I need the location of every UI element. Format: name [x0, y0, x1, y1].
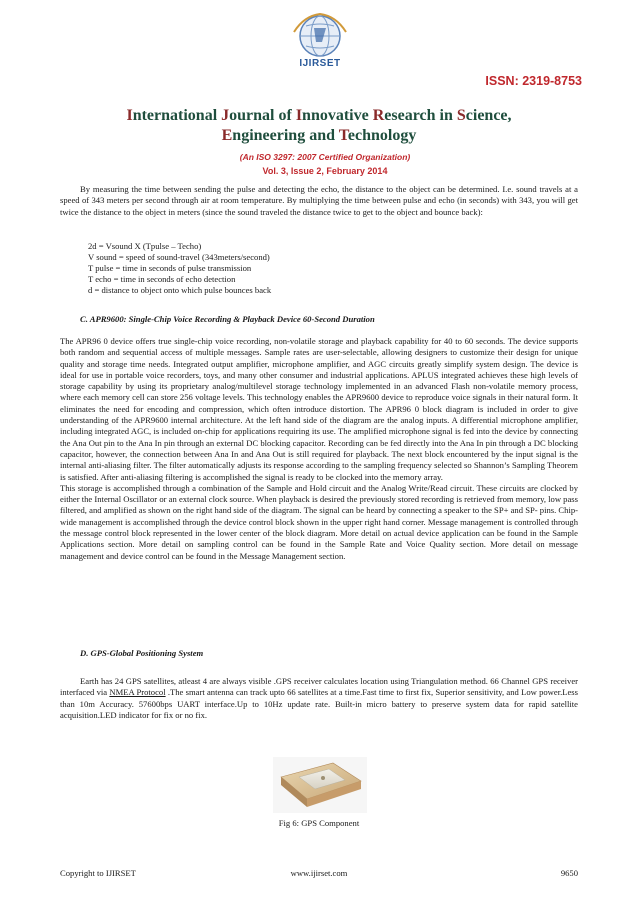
- iso-certification: (An ISO 3297: 2007 Certified Organization): [239, 152, 411, 162]
- section-heading-c: C. APR9600: Single-Chip Voice Recording & Playback Device 60-Second Duration: [80, 314, 375, 324]
- footer-copyright: Copyright to IJIRSET: [60, 868, 136, 878]
- title-part: nnovative: [302, 107, 373, 124]
- figure-caption: Fig 6: GPS Component: [278, 818, 360, 828]
- footer-page-number: 9650: [560, 868, 578, 878]
- journal-logo: [284, 12, 356, 80]
- paragraph-gps: [60, 676, 578, 721]
- title-part: I: [126, 107, 133, 124]
- gps-antenna-icon: [273, 757, 367, 813]
- equation-line: T echo = time in seconds of echo detection: [88, 274, 236, 284]
- equation-line: V sound = speed of sound-travel (343meters/second): [88, 252, 270, 262]
- title-part: nternational: [132, 107, 222, 124]
- title-part: R: [372, 107, 385, 124]
- title-part: S: [456, 107, 466, 124]
- footer-website: www.ijirset.com: [290, 868, 348, 878]
- title-part: T: [338, 127, 348, 144]
- gps-text-after: .The smart antenna can track upto 66 satellites at a time.Fast time to first fix, Superior sensitivity, and Low power.Less than 10m Accuracy. 57600bps UART interface.Up to 10Hz update rate. Built-in micro battery to preserve system data for rapid satellite acquisition.LED indicator for fix or no fix.: [60, 687, 578, 720]
- paragraph-apr9600-part1: The APR96 0 device offers true single-chip voice recording, non-volatile storage and playback capability for 40 to 60 seconds. The device supports both random and sequential access of multiple messages. Sample rates are user-selectable, allowing designers to customize their design for unique quality and storage time needs. Integrated output amplifier, microphone amplifier, and AGC circuits greatly simplify system design. The device is ideal for use in portable voice recorders, toys, and many other consumer and industrial applications. APLUS integrated achieves these high levels of storage capability by using its proprietary analog/multilevel storage technology implemented in an advanced Flash non-volatile memory process, where each memory cell can store 256 voltage levels. This technology enables the APR9600 device to reproduce voice signals in their natural form. It eliminates the need for encoding and compression, which often introduce distortion. The APR96 0 block diagram is included in order to give understanding of the APR9600 internal architecture. At the left hand side of the diagram are the analog inputs. A differential microphone amplifier, including integrated AGC, is included on-chip for applications requiring its use. The amplified microphone signal is fed into the device by connecting the Ana Out pin to the Ana In pin through an external DC blocking capacitor. Recording can be fed directly into the Ana In pin through a DC blocking capacitor, however, the connection between Ana In and Ana Out is still required for playback. The next block encountered by the input signal is the internal anti-aliasing filter. The filter automatically adjusts its response according to the sampling frequency selected so Shannon’s Sampling Theorem is satisfied. After anti-aliasing filtering is accomplished the signal is ready to be clocked into the memory array.: [60, 336, 578, 482]
- title-part: E: [221, 127, 233, 144]
- paragraph-apr9600-part2: This storage is accomplished through a combination of the Sample and Hold circuit and the Analog Write/Read circuit. These circuits are clocked by either the Internal Oscillator or an external clock source. When playback is desired the previously stored recording is retrieved from memory, low pass filtered, and amplified as shown on the right hand side of the diagram. The signal can be heard by connecting a speaker to the SP+ and SP- pins. Chip-wide management is accomplished through the device control block shown in the upper right hand corner. Message management is controlled through the message control block represented in the lower center of the block diagram. More detail on actual device application can be found in the Sample Applications section. More detail on sampling control can be found in the Sample Rate and Voice Quality section. More detail on message management and device control can be found in the Message Management section.: [60, 482, 578, 561]
- journal-title-line2: [0, 127, 638, 145]
- title-part: J: [221, 107, 230, 124]
- equation-line: 2d = Vsound X (Tpulse – Techo): [88, 241, 202, 251]
- nmea-protocol-link[interactable]: NMEA Protocol: [109, 687, 166, 698]
- gps-component-image: [273, 757, 367, 813]
- paragraph-apr9600: [60, 336, 578, 562]
- title-part: I: [295, 107, 303, 124]
- logo-text: IJIRSET: [299, 58, 341, 69]
- section-heading-d: D. GPS-Global Positioning System: [80, 648, 204, 658]
- volume-issue: Vol. 3, Issue 2, February 2014: [262, 166, 388, 176]
- paragraph-ultrasonic: By measuring the time between sending the pulse and detecting the echo, the distance to the object can be determined. I.e. sound travels at a speed of 343 meters per second through air at room temperature. By multiplying the time between pulse and echo (in seconds) with 343, you will get twice the distance to the object in meters (since the sound traveled the distance twice to get to the object and bounce back):: [60, 184, 578, 217]
- gps-text-before: Earth has 24 GPS satellites, atleast 4 are always visible .GPS receiver calculates location using Triangulation method. 66 Channel GPS receiver interfaced via: [60, 676, 578, 698]
- equation-line: T pulse = time in seconds of pulse transmission: [88, 263, 252, 273]
- globe-logo-icon: [284, 12, 356, 60]
- issn-number: ISSN: 2319-8753: [485, 74, 582, 88]
- title-part: cience,: [465, 107, 512, 124]
- journal-title-line1: [0, 107, 638, 125]
- title-part: ngineering and: [232, 127, 339, 144]
- title-part: ournal of: [229, 107, 296, 124]
- title-part: esearch in: [384, 107, 457, 124]
- title-part: echnology: [347, 127, 417, 144]
- equation-line: d = distance to object onto which pulse bounces back: [88, 285, 272, 295]
